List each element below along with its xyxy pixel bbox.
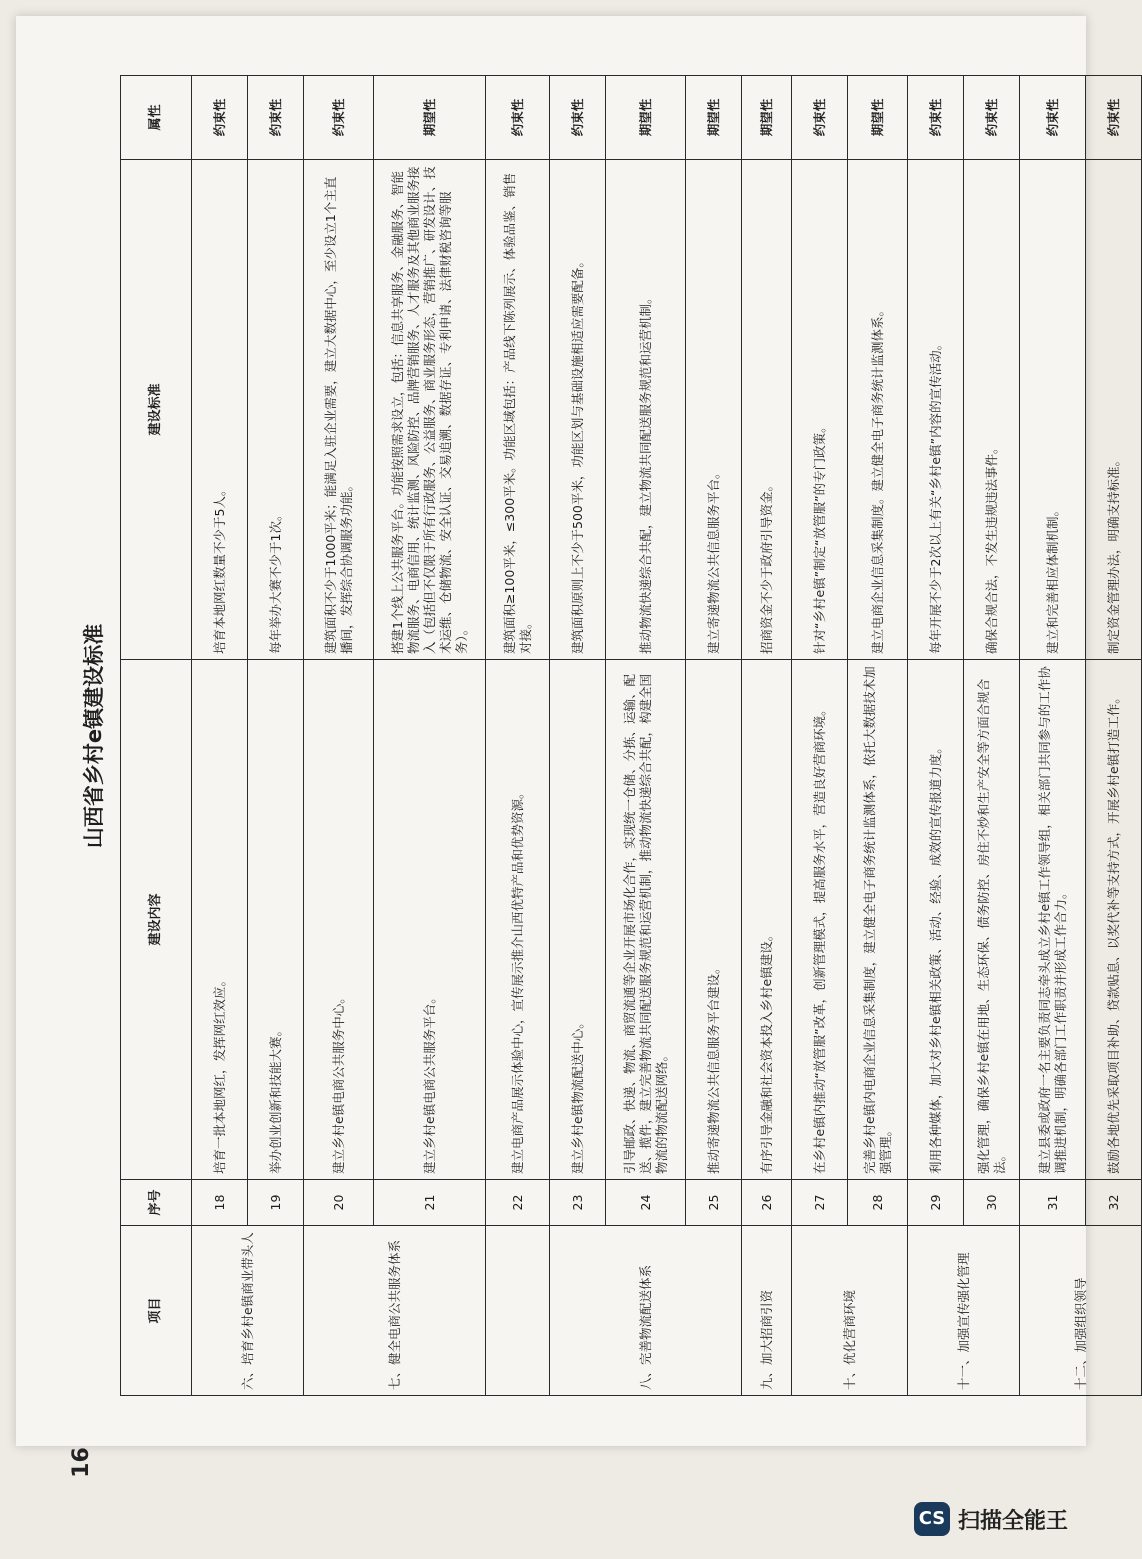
table-row [1086,76,1142,1396]
table-row [792,76,848,1396]
table-body [192,76,1142,1396]
content-cell: 鼓励各地优先采取项目补助、贷款贴息、以奖代补等支持方式，开展乡村e镇打造工作。 [1086,660,1142,1180]
number-cell: 32 [1086,1180,1142,1226]
standard-cell: 建筑面积≥100平米，≤300平米。功能区域包括：产品线下陈列展示、体验品鉴、销售对接。 [486,160,550,660]
table-row [550,76,606,1396]
content-cell: 推动寄递物流公共信息服务平台建设。 [686,660,742,1180]
attribute-cell: 约束性 [486,76,550,160]
camscanner-logo-icon: CS [914,1502,950,1536]
table-row [606,76,686,1396]
attribute-cell: 约束性 [964,76,1020,160]
table-row [908,76,964,1396]
content-cell: 举办创业创新和技能大赛。 [248,660,304,1180]
content-cell: 建立电商产品展示体验中心，宣传展示推介山西优特产品和优势资源。 [486,660,550,1180]
content-cell: 建立乡村e镇电商公共服务平台。 [374,660,486,1180]
rotated-table-block [68,76,1121,1396]
table-row [248,76,304,1396]
attribute-cell: 约束性 [550,76,606,160]
header-attribute: 属性 [121,76,192,160]
number-cell: 29 [908,1180,964,1226]
content-cell: 建立乡村e镇物流配送中心。 [550,660,606,1180]
content-cell: 建立县委或政府一名主要负责同志牵头成立乡村e镇工作领导组，相关部门共同参与的工作协调推进机制，明确各部门工作职责并形成工作合力。 [1020,660,1086,1180]
attribute-cell: 约束性 [192,76,248,160]
content-cell: 利用各种媒体，加大对乡村e镇相关政策、活动、经验、成效的宣传报道力度。 [908,660,964,1180]
number-cell: 24 [606,1180,686,1226]
document-title: 山西省乡村e镇建设标准 [82,623,106,849]
project-cell: 九、加大招商引资 [742,1226,792,1396]
scanner-watermark [914,1501,1068,1537]
scanned-page [16,16,1121,1478]
number-cell: 18 [192,1180,248,1226]
standard-cell: 培育本地网红数量不少于5人。 [192,160,248,660]
number-cell: 25 [686,1180,742,1226]
table-row [848,76,908,1396]
standard-cell: 制定资金管理办法，明确支持标准。 [1086,160,1142,660]
content-cell: 强化管理，确保乡村e镇在用地、生态环保、债务防控、房住不炒和生产安全等方面合规合法。 [964,660,1020,1180]
number-cell: 28 [848,1180,908,1226]
standard-cell: 建立和完善相应体制机制。 [1020,160,1086,660]
number-cell: 19 [248,1180,304,1226]
content-cell: 引导邮政、快递、物流、商贸流通等企业开展市场化合作，实现统一仓储、分拣、运输、配送、揽件，建立完善物流共同配送服务规范和运营机制，推动物流快递综合共配，构建全国物流的物流配送网络。 [606,660,686,1180]
table-row [374,76,486,1396]
number-cell: 21 [374,1180,486,1226]
standard-cell: 建筑面积原则上不少于500平米，功能区划与基础设施相适应需要配备。 [550,160,606,660]
project-cell: 八、完善物流配送体系 [550,1226,742,1396]
number-cell: 26 [742,1180,792,1226]
attribute-cell: 约束性 [1020,76,1086,160]
attribute-cell: 期望性 [686,76,742,160]
number-cell: 23 [550,1180,606,1226]
attribute-cell: 期望性 [742,76,792,160]
standards-table [120,75,1142,1396]
standard-cell: 每年开展不少于2次以上有关“乡村e镇”内容的宣传活动。 [908,160,964,660]
attribute-cell: 约束性 [248,76,304,160]
standard-cell: 招商资金不少于政府引导资金。 [742,160,792,660]
standard-cell: 建筑面积不少于1000平米；能满足入驻企业需要，建立大数据中心，至少设立1个主直播间，发挥综合协调服务功能。 [304,160,374,660]
project-cell: 十、优化营商环境 [792,1226,908,1396]
header-number: 序号 [121,1180,192,1226]
project-cell: 十一、加强宣传强化管理 [908,1226,1020,1396]
number-cell: 22 [486,1180,550,1226]
attribute-cell: 期望性 [606,76,686,160]
number-cell: 27 [792,1180,848,1226]
attribute-cell: 约束性 [304,76,374,160]
header-project: 项目 [121,1226,192,1396]
standard-cell: 建立电商企业信息采集制度。建立健全电子商务统计监测体系。 [848,160,908,660]
attribute-cell: 约束性 [792,76,848,160]
header-standard: 建设标准 [121,160,192,660]
camscanner-brand-text: 扫描全能王 [958,1508,1069,1534]
standard-cell: 针对“乡村e镇”制定“放管服”的专门政策。 [792,160,848,660]
standard-cell: 推动物流快递综合共配，建立物流共同配送服务规范和运营机制。 [606,160,686,660]
number-cell: 20 [304,1180,374,1226]
content-cell: 有序引导金融和社会资本投入乡村e镇建设。 [742,660,792,1180]
table-row [964,76,1020,1396]
table-header-row [121,76,192,1396]
content-cell: 培育一批本地网红，发挥网红效应。 [192,660,248,1180]
table-row [686,76,742,1396]
table-row [1020,76,1086,1396]
attribute-cell: 期望性 [374,76,486,160]
content-cell: 完善乡村e镇内电商企业信息采集制度，建立健全电子商务统计监测体系，依托大数据技术加强管理。 [848,660,908,1180]
number-cell: 31 [1020,1180,1086,1226]
table-row [486,76,550,1396]
project-cell: 十二、加强组织领导 [1020,1226,1142,1396]
number-cell: 30 [964,1180,1020,1226]
table-row [742,76,792,1396]
content-cell: 建立乡村e镇电商公共服务中心。 [304,660,374,1180]
project-cell: 六、培育乡村e镇商业带头人 [192,1226,304,1396]
header-content: 建设内容 [121,660,192,1180]
table-row [192,76,248,1396]
project-cell: 七、健全电商公共服务体系 [304,1226,486,1396]
standard-cell: 建立寄递物流公共信息服务平台。 [686,160,742,660]
project-cell [486,1226,550,1396]
attribute-cell: 约束性 [908,76,964,160]
attribute-cell: 期望性 [848,76,908,160]
standard-cell: 搭建1个线上公共服务平台。功能按照需求设立，包括：信息共享服务、金融服务、智能物流服务、电商信用、统计监测、风险防控、品牌营销服务、人才服务及其他商业服务接入（包括但不仅限于所有行政服务、公益服务、商业服务形态，营销推广、研发设计、技术运维、仓储物流、安全认证、交易追溯、数据存证、专利申请、法律财税咨询等服务）。 [374,160,486,660]
table-row [304,76,374,1396]
page-number: 16 [68,1447,94,1478]
standard-cell: 每年举办大赛不少于1次。 [248,160,304,660]
attribute-cell: 约束性 [1086,76,1142,160]
content-cell: 在乡村e镇内推动“放管服”改革，创新管理模式，提高服务水平，营造良好营商环境。 [792,660,848,1180]
standard-cell: 确保合规合法，不发生违规违法事件。 [964,160,1020,660]
